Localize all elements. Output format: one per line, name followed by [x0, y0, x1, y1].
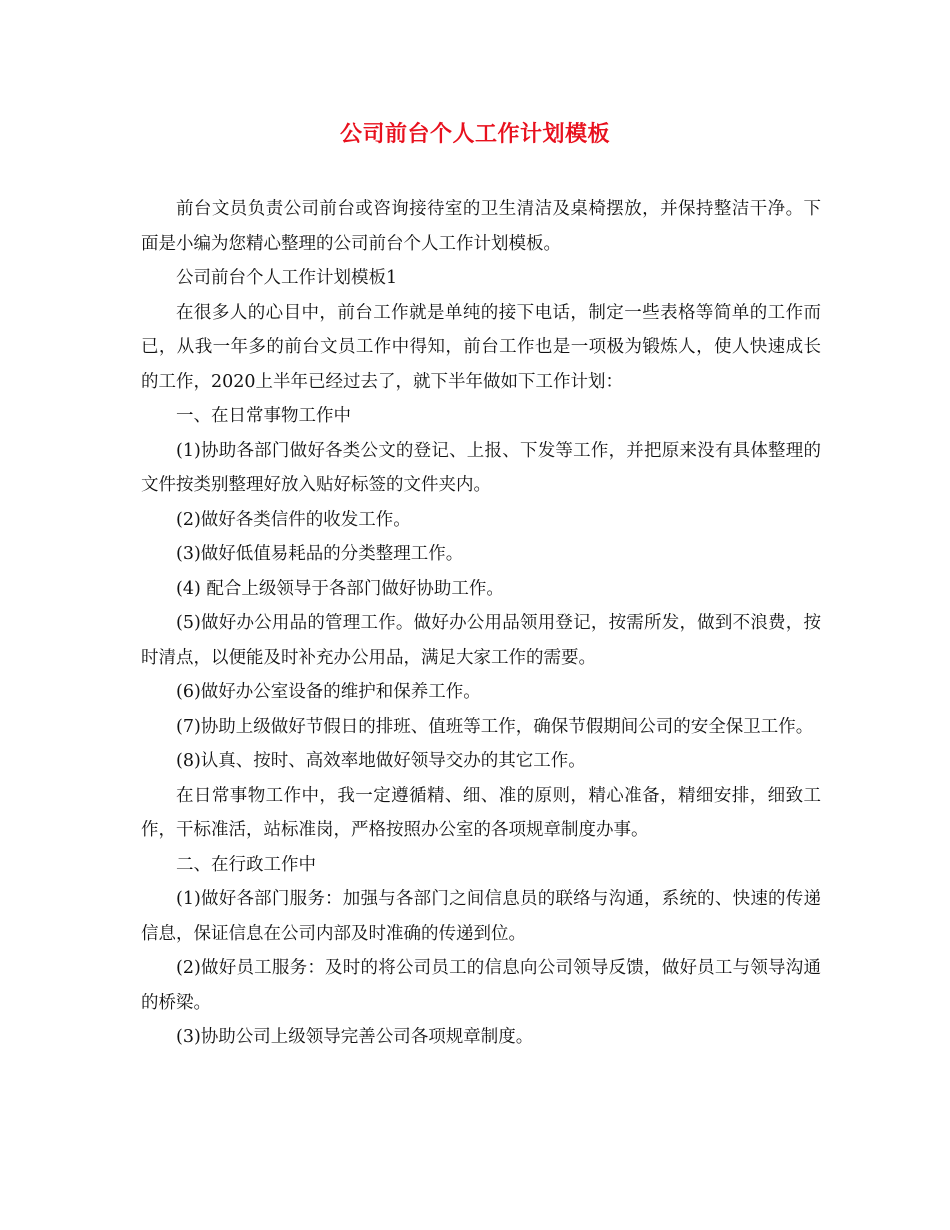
list-item: (5)做好办公用品的管理工作。做好办公用品领用登记，按需所发，做到不浪费，按时清点，以便能及时补充办公用品，满足大家工作的需要。 — [141, 613, 821, 668]
list-item: (1)协助各部门做好各类公文的登记、上报、下发等工作，并把原来没有具体整理的文件按类别整理好放入贴好标签的文件夹内。 — [141, 440, 821, 495]
list-item: (2)做好各类信件的收发工作。 — [176, 509, 411, 530]
document-title: 公司前台个人工作计划模板 — [339, 121, 610, 147]
list-item: (1)做好各部门服务：加强与各部门之间信息员的联络与沟通，系统的、快速的传递信息，保证信息在公司内部及时准确的传递到位。 — [141, 889, 821, 944]
list-item: (7)协助上级做好节假日的排班、值班等工作，确保节假期间公司的安全保卫工作。 — [176, 716, 814, 737]
list-item: (3)做好低值易耗品的分类整理工作。 — [176, 544, 464, 564]
paragraph: 前台文员负责公司前台或咨询接待室的卫生清洁及桌椅摆放，并保持整洁干净。下面是小编为您精心整理的公司前台个人工作计划模板。 — [141, 199, 821, 254]
list-item: (4) 配合上级领导于各部门做好协助工作。 — [176, 578, 504, 599]
list-item: (6)做好办公室设备的维护和保养工作。 — [176, 682, 481, 702]
list-item: (8)认真、按时、高效率地做好领导交办的其它工作。 — [176, 751, 586, 771]
list-item: (2)做好员工服务：及时的将公司员工的信息向公司领导反馈，做好员工与领导沟通的桥梁。 — [141, 958, 821, 1013]
paragraph: 在很多人的心目中，前台工作就是单纯的接下电话，制定一些表格等简单的工作而已，从我一年多的前台文员工作中得知，前台工作也是一项极为锻炼人，使人快速成长的工作，2020上半年已经过去了，就下半年做如下工作计划： — [141, 302, 821, 392]
section-heading-template-1: 公司前台个人工作计划模板1 — [176, 268, 398, 288]
list-item: (3)协助公司上级领导完善公司各项规章制度。 — [176, 1027, 534, 1047]
document-body — [141, 192, 821, 1055]
paragraph: 在日常事物工作中，我一定遵循精、细、准的原则，精心准备，精细安排，细致工作，干标准活，站标准岗，严格按照办公室的各项规章制度办事。 — [141, 785, 821, 840]
section-heading-admin-work: 二、在行政工作中 — [176, 854, 316, 875]
section-heading-daily-work: 一、在日常事物工作中 — [176, 406, 351, 426]
